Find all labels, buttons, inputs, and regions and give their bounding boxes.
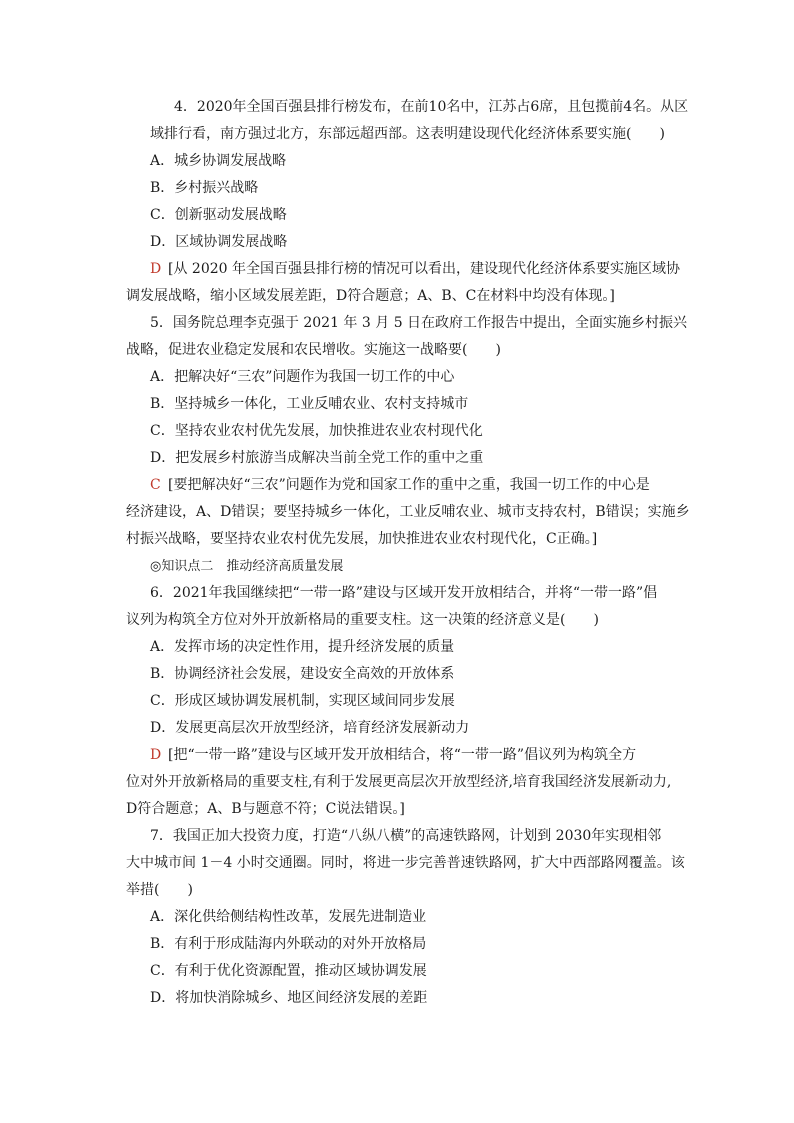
explanation-line: 位对外开放新格局的重要支柱,有利于发展更高层次开放型经济,培育我国经济发展新动力, — [126, 774, 672, 790]
explanation-line — [150, 742, 650, 769]
explanation-line: D符合题意；A、B与题意不符；C说法错误。] — [126, 801, 405, 817]
explanation-line — [150, 256, 680, 283]
explanation-text: [从 2020 年全国百强县排行榜的情况可以看出，建设现代化经济体系要实施区域协 — [168, 261, 680, 277]
answer-letter: D — [150, 747, 162, 763]
option-c: C．形成区域协调发展机制，实现区域间同步发展 — [150, 693, 455, 709]
option-a: A．深化供给侧结构性改革，发展先进制造业 — [150, 909, 427, 925]
option-a: A．城乡协调发展战略 — [150, 153, 287, 169]
option-d: D．区域协调发展战略 — [150, 234, 288, 250]
option-b: B．乡村振兴战略 — [150, 180, 259, 196]
answer-letter: C — [150, 477, 161, 493]
question-7 — [126, 823, 685, 1012]
question-stem-line: 域排行看，南方强过北方，东部远超西部。这表明建设现代化经济体系要实施( ) — [150, 126, 665, 142]
question-stem-line: 6．2021年我国继续把“一带一路”建设与区域开发开放相结合，并将“一带一路”倡 — [150, 585, 658, 601]
explanation-text: [要把解决好“三农”问题作为党和国家工作的重中之重，我国一切工作的中心是 — [168, 477, 650, 493]
question-6 — [126, 553, 672, 823]
option-d: D．把发展乡村旅游当成解决当前全党工作的重中之重 — [150, 450, 484, 466]
question-content — [126, 94, 690, 1012]
option-a: A．发挥市场的决定性作用，提升经济发展的质量 — [150, 639, 455, 655]
question-stem-line: 大中城市间 1－4 小时交通圈。同时，将进一步完善普速铁路网，扩大中西部路网覆盖。该 — [126, 855, 685, 871]
question-stem-line: 战略，促进农业稳定发展和农民增收。实施这一战略要( ) — [126, 342, 501, 358]
question-stem-line: 7．我国正加大投资力度，打造“八纵八横”的高速铁路网，计划到 2030年实现相邻 — [150, 828, 662, 844]
question-stem-line: 议列为构筑全方位对外开放新格局的重要支柱。这一决策的经济意义是( ) — [126, 612, 599, 628]
explanation-line: 调发展战略，缩小区域发展差距，D符合题意；A、B、C在材料中均没有体现。] — [126, 288, 615, 304]
explanation-line: 经济建设，A、D错误；要坚持城乡一体化，工业反哺农业、城市支持农村，B错误；实施乡 — [126, 504, 690, 520]
option-c: C．有利于优化资源配置，推动区域协调发展 — [150, 963, 427, 979]
question-stem-line: 举措( ) — [126, 882, 193, 898]
answer-letter: D — [150, 261, 162, 277]
question-4 — [126, 94, 689, 310]
question-stem-line: 4．2020年全国百强县排行榜发布，在前10名中，江苏占6席，且包揽前4名。从区 — [174, 99, 689, 115]
section-title: ◎知识点二 推动经济高质量发展 — [150, 559, 344, 574]
option-b: B．协调经济社会发展，建设安全高效的开放体系 — [150, 666, 455, 682]
option-a: A．把解决好“三农”问题作为我国一切工作的中心 — [150, 369, 455, 385]
option-b: B．坚持城乡一体化，工业反哺农业、农村支持城市 — [150, 396, 469, 412]
question-5 — [126, 310, 690, 553]
option-d: D．将加快消除城乡、地区间经济发展的差距 — [150, 990, 428, 1006]
explanation-line: 村振兴战略，要坚持农业农村优先发展，加快推进农业农村现代化，C正确。] — [126, 531, 598, 547]
explanation-text: [把“一带一路”建设与区域开发开放相结合，将“一带一路”倡议列为构筑全方 — [168, 747, 637, 763]
option-b: B．有利于形成陆海内外联动的对外开放格局 — [150, 936, 427, 952]
option-c: C．坚持农业农村优先发展，加快推进农业农村现代化 — [150, 423, 483, 439]
question-stem-line: 5．国务院总理李克强于 2021 年 3 月 5 日在政府工作报告中提出，全面实施乡村振兴 — [150, 315, 688, 331]
option-c: C．创新驱动发展战略 — [150, 207, 287, 223]
option-d: D．发展更高层次开放型经济，培育经济发展新动力 — [150, 720, 470, 736]
explanation-line — [150, 472, 650, 499]
